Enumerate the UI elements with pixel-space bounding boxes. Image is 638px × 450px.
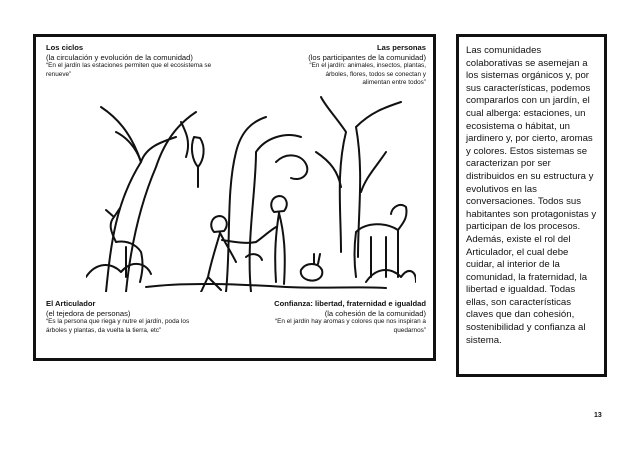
horse-figure bbox=[355, 205, 407, 277]
snake-figure bbox=[276, 155, 307, 179]
section-quote: “En el jardín hay aromas y colores que nos inspiran a quedarnos” bbox=[275, 318, 426, 334]
section-quote: “En el jardín las estaciones permiten que el ecosistema se renueve” bbox=[46, 62, 212, 78]
section-subtitle: (la cohesión de la comunidad) bbox=[324, 308, 426, 318]
bush-right bbox=[366, 270, 416, 282]
tree-right-trunk bbox=[321, 97, 401, 257]
rabbit-figure bbox=[301, 254, 323, 281]
section-title: Los ciclos bbox=[46, 43, 84, 52]
tree-left-trunk bbox=[101, 107, 196, 292]
section-subtitle: (los participantes de la comunidad) bbox=[308, 52, 426, 62]
description-sidebar bbox=[456, 34, 607, 377]
section-trust bbox=[266, 299, 426, 335]
section-title: Las personas bbox=[377, 43, 426, 52]
section-title: El Articulador bbox=[46, 299, 96, 308]
tree-right-branches bbox=[316, 152, 386, 192]
garden-illustration bbox=[86, 92, 416, 292]
bird-figure bbox=[246, 254, 262, 260]
section-quote: “Es la persona que riega y nutre el jardín, poda los árboles y plantas, da vuelta la tierra, etc” bbox=[46, 318, 190, 334]
illustration-frame bbox=[33, 34, 436, 361]
sidebar-text: Las comunidades colaborativas se asemejan a los sistemas orgánicos y, por sus características, podemos compararlos con un jardín, el cual alberga: estaciones, un ecosistema o hábitat, un jardinero y, por cierto, aromas y colores. Estos sistemas se caracterizan por ser distribuidos en su estructura y evolutivos en las conversaciones. Todos sus habitantes son protagonistas y participan de los procesos. Además, existe el rol del Articulador, el cual debe cuidar, al interior de la comunidad, la fraternidad, la libertad e igualdad. Todas ellas, son características claves que dan cohesión, sostenibilidad y confianza al sistema. bbox=[466, 45, 597, 346]
ground-line bbox=[146, 284, 386, 288]
section-title: Confianza: libertad, fraternidad e igualdad bbox=[274, 299, 426, 308]
section-quote: “En el jardín: animales, insectos, plantas, árboles, flores, todos se conectan y alimentan entre todos” bbox=[309, 62, 426, 86]
section-articulator bbox=[46, 299, 196, 335]
section-subtitle: (la circulación y evolución de la comunidad) bbox=[46, 52, 193, 62]
section-cycles bbox=[46, 43, 226, 79]
parrot-figure bbox=[192, 137, 204, 187]
section-people bbox=[306, 43, 426, 87]
page-number: 13 bbox=[594, 412, 602, 419]
tree-center-trunk bbox=[226, 117, 301, 292]
woman-figure bbox=[256, 196, 287, 284]
section-subtitle: (el tejedora de personas) bbox=[46, 308, 131, 318]
